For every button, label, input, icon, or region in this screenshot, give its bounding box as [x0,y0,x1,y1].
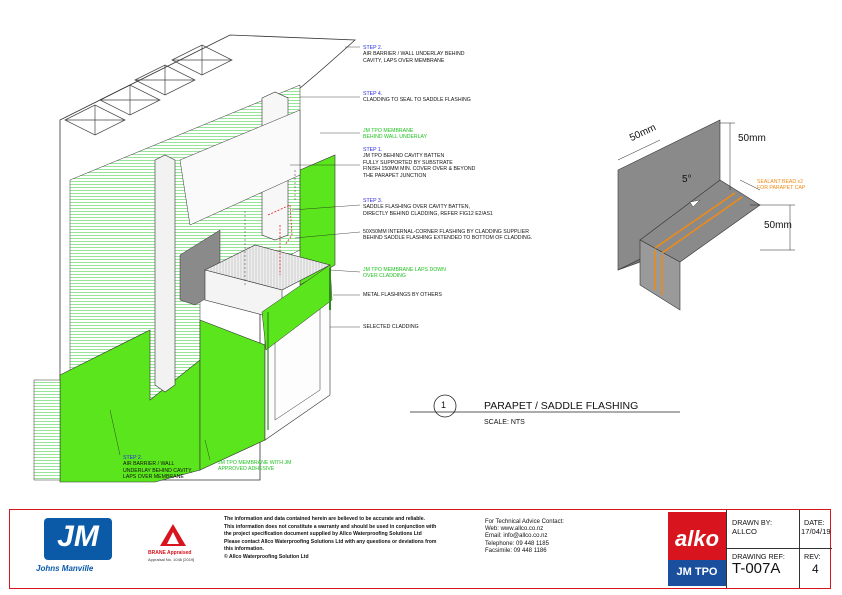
legal-notice: The information and data contained herein are believed to be accurate and reliable. This information does not constitute a warranty and should be used in conjunction with the project specification document supplied by Allco Waterproofing Solutions Ltd Please contact Allco Waterproofing Solutions Ltd with any questions or deviations from this information. © Allco Waterproofing Solution Ltd [224,516,437,560]
label-membrane-laps: JM TPO MEMBRANE LAPS DOWN OVER CLADDING [363,267,446,280]
cladding-hatch-left [34,380,60,480]
brane-logo [158,522,188,548]
brane-label: BRANE Appraised [148,550,192,556]
title-block [9,509,831,589]
label-jm-membrane: JM TPO MEMBRANE BEHIND WALL UNDERLAY [363,128,428,141]
framing-studs [65,45,232,135]
brane-caption: Appraisal No. 1046 [2019] [148,557,195,562]
drawn-by-label: DRAWN BY: [732,518,773,527]
detail-scale: SCALE: NTS [484,419,525,426]
allco-logo: alko JM TPO [668,512,726,586]
info-grid [726,510,832,588]
label-step1: STEP 1. JM TPO BEHIND CAVITY BATTEN FULLY SUPPORTED BY SUBSTRATE FINISH 150MM MIN. COVER OVER & BEYOND THE PARAPET JUNCTION [363,147,476,179]
label-adhesive: JM TPO MEMBRANE WITH JM APPROVED ADHESIVE [218,460,292,473]
label-selected-cladding: SELECTED CLADDING [363,324,419,330]
label-internal-corner: 50X50MM INTERNAL-CORNER FLASHING BY CLADDING SUPPLIER BEHIND SADDLE FLASHING EXTENDED TO BOTTOM OF CLADDING. [363,229,533,242]
dim-right-side: 50mm [764,220,792,231]
parapet-front-green [200,320,265,470]
sealant-detail [618,120,795,310]
label-metal-flashings: METAL FLASHINGS BY OTHERS [363,292,442,298]
drawn-by-value: ALLCO [732,527,757,536]
label-sealant: SEALANT BEAD x2 FOR PARAPET CAP [757,179,806,192]
jm-logo: JM [44,518,112,560]
label-step3: STEP 3. SADDLE FLASHING OVER CAVITY BATTEN, DIRECTLY BEHIND CLADDING, REFER FIG12 E2/AS1 [363,198,493,217]
label-step2-bottom: STEP 2. AIR BARRIER / WALL UNDERLAY BEHIND CAVITY, LAPS OVER MEMBRANE [123,455,193,481]
date-value: 17/04/19 [801,527,831,536]
label-step4: STEP 4. CLADDING TO SEAL TO SADDLE FLASHING [363,91,471,104]
dim-right-top: 50mm [738,133,766,144]
label-step2-top: STEP 2. AIR BARRIER / WALL UNDERLAY BEHIND CAVITY, LAPS OVER MEMBRANE [363,45,465,64]
dim-top: 50mm [628,122,658,144]
isometric-wall-detail [34,35,360,482]
detail-number: 1 [441,400,447,410]
detail-title: PARAPET / SADDLE FLASHING [484,400,639,412]
dim-slope: 5° [682,174,692,185]
rev-value: 4 [812,562,819,576]
jm-logo-caption: Johns Manville [36,564,94,573]
rev-label: REV: [804,552,821,561]
date-label: DATE: [804,518,825,527]
cavity-batten [155,155,175,392]
contact-info: For Technical Advice Contact: Web: www.allco.co.nz Email: info@allco.co.nz Telephone: 09 448 1185 Facsimile: 09 448 1186 [485,519,564,554]
drawing-ref-value: T-007A [732,560,781,577]
drawing-ref-label: DRAWING REF: [732,552,785,561]
